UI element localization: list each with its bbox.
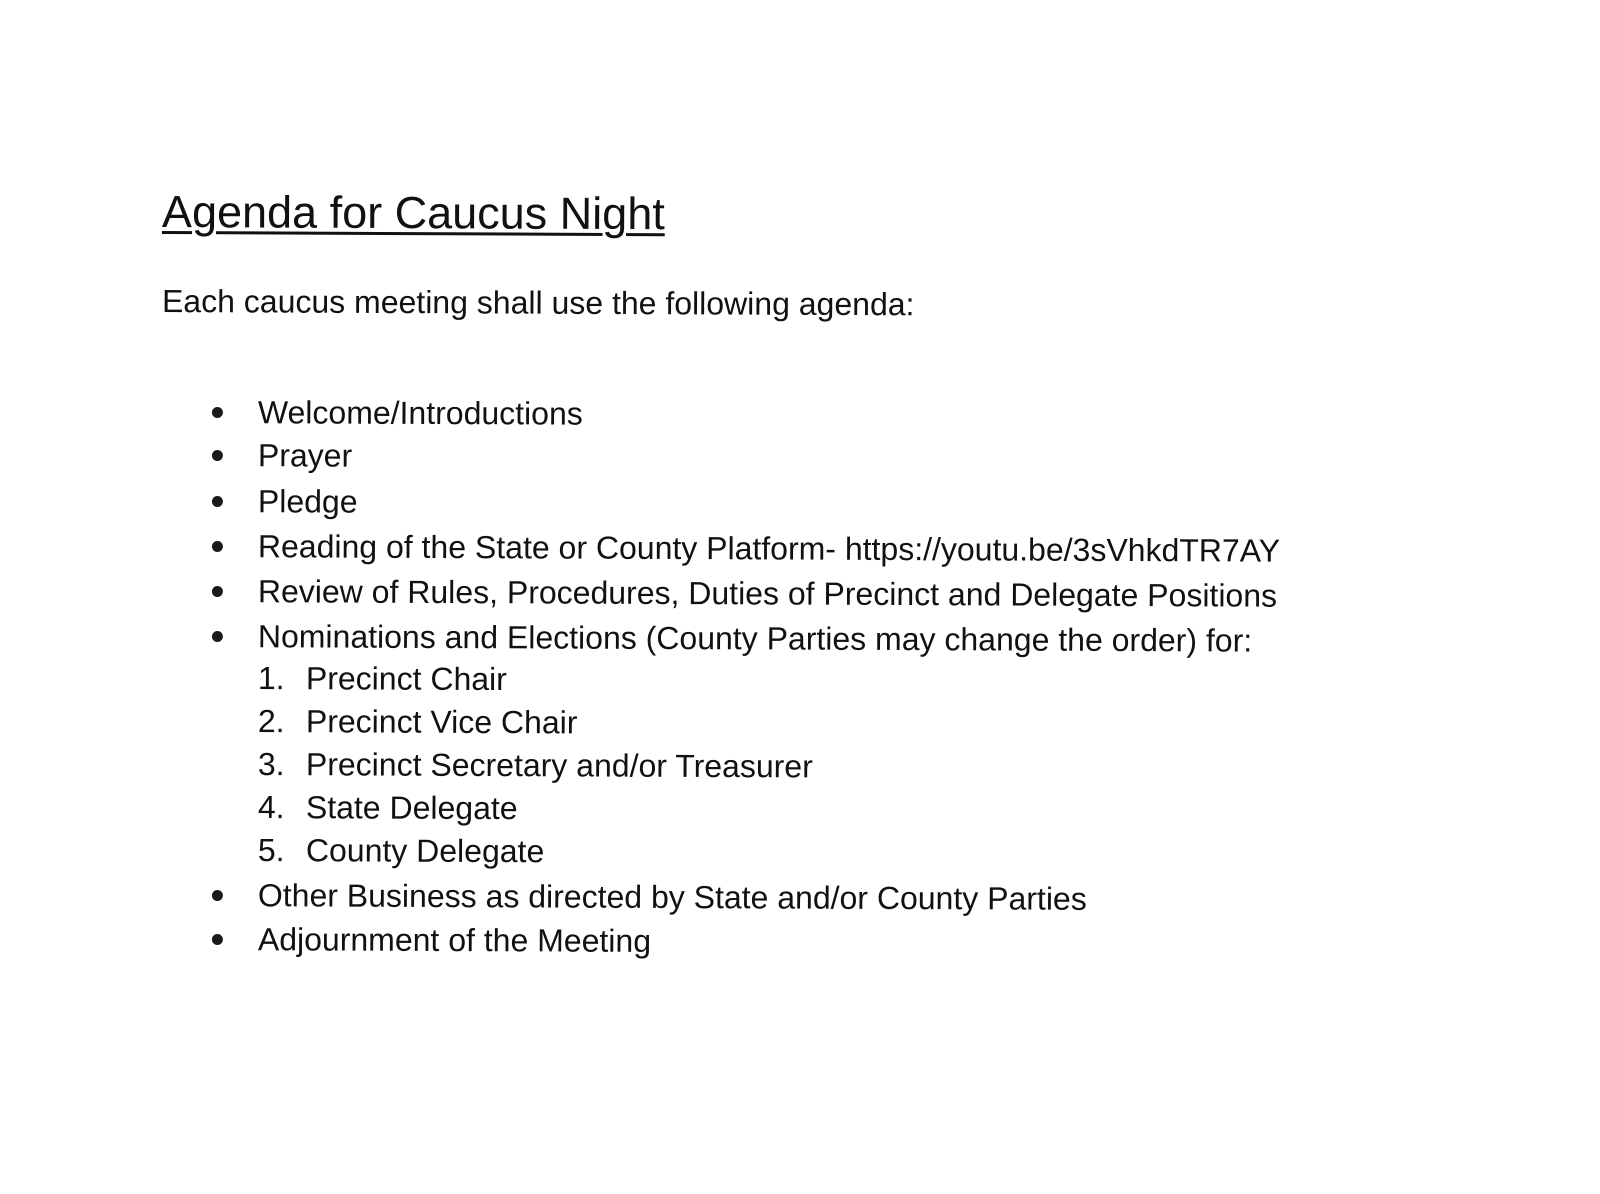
bullet-icon xyxy=(212,586,223,597)
position-label: Precinct Secretary and/or Treasurer xyxy=(305,746,813,785)
bullet-icon xyxy=(212,450,223,461)
bullet-icon xyxy=(212,934,223,945)
position-number: 1. xyxy=(257,660,285,697)
agenda-item-text: Pledge xyxy=(257,483,358,520)
agenda-item-text: Reading of the State or County Platform- https://youtu.be/3sVhkdTR7AY xyxy=(257,528,1281,569)
position-number: 5. xyxy=(257,832,285,869)
agenda-item-text: Other Business as directed by State and/or County Parties xyxy=(257,877,1087,917)
document-title: Agenda for Caucus Night xyxy=(161,186,665,240)
bullet-icon xyxy=(212,541,223,552)
position-number: 4. xyxy=(257,789,285,826)
position-label: County Delegate xyxy=(305,832,545,870)
bullet-icon xyxy=(212,631,223,642)
intro-paragraph: Each caucus meeting shall use the following agenda: xyxy=(161,283,915,323)
position-number: 3. xyxy=(257,746,285,783)
bullet-icon xyxy=(212,407,223,418)
bullet-icon xyxy=(212,890,223,901)
agenda-item-text: Adjournment of the Meeting xyxy=(257,921,652,959)
bullet-icon xyxy=(212,496,223,507)
agenda-item-text: Nominations and Elections (County Parties may change the order) for: xyxy=(257,618,1253,659)
position-label: Precinct Chair xyxy=(305,660,507,698)
agenda-item-text: Review of Rules, Procedures, Duties of Precinct and Delegate Positions xyxy=(257,573,1278,614)
position-label: State Delegate xyxy=(305,789,518,827)
position-number: 2. xyxy=(257,703,285,740)
agenda-item-text: Prayer xyxy=(257,437,353,474)
agenda-item-text: Welcome/Introductions xyxy=(257,394,583,432)
position-label: Precinct Vice Chair xyxy=(305,703,578,741)
